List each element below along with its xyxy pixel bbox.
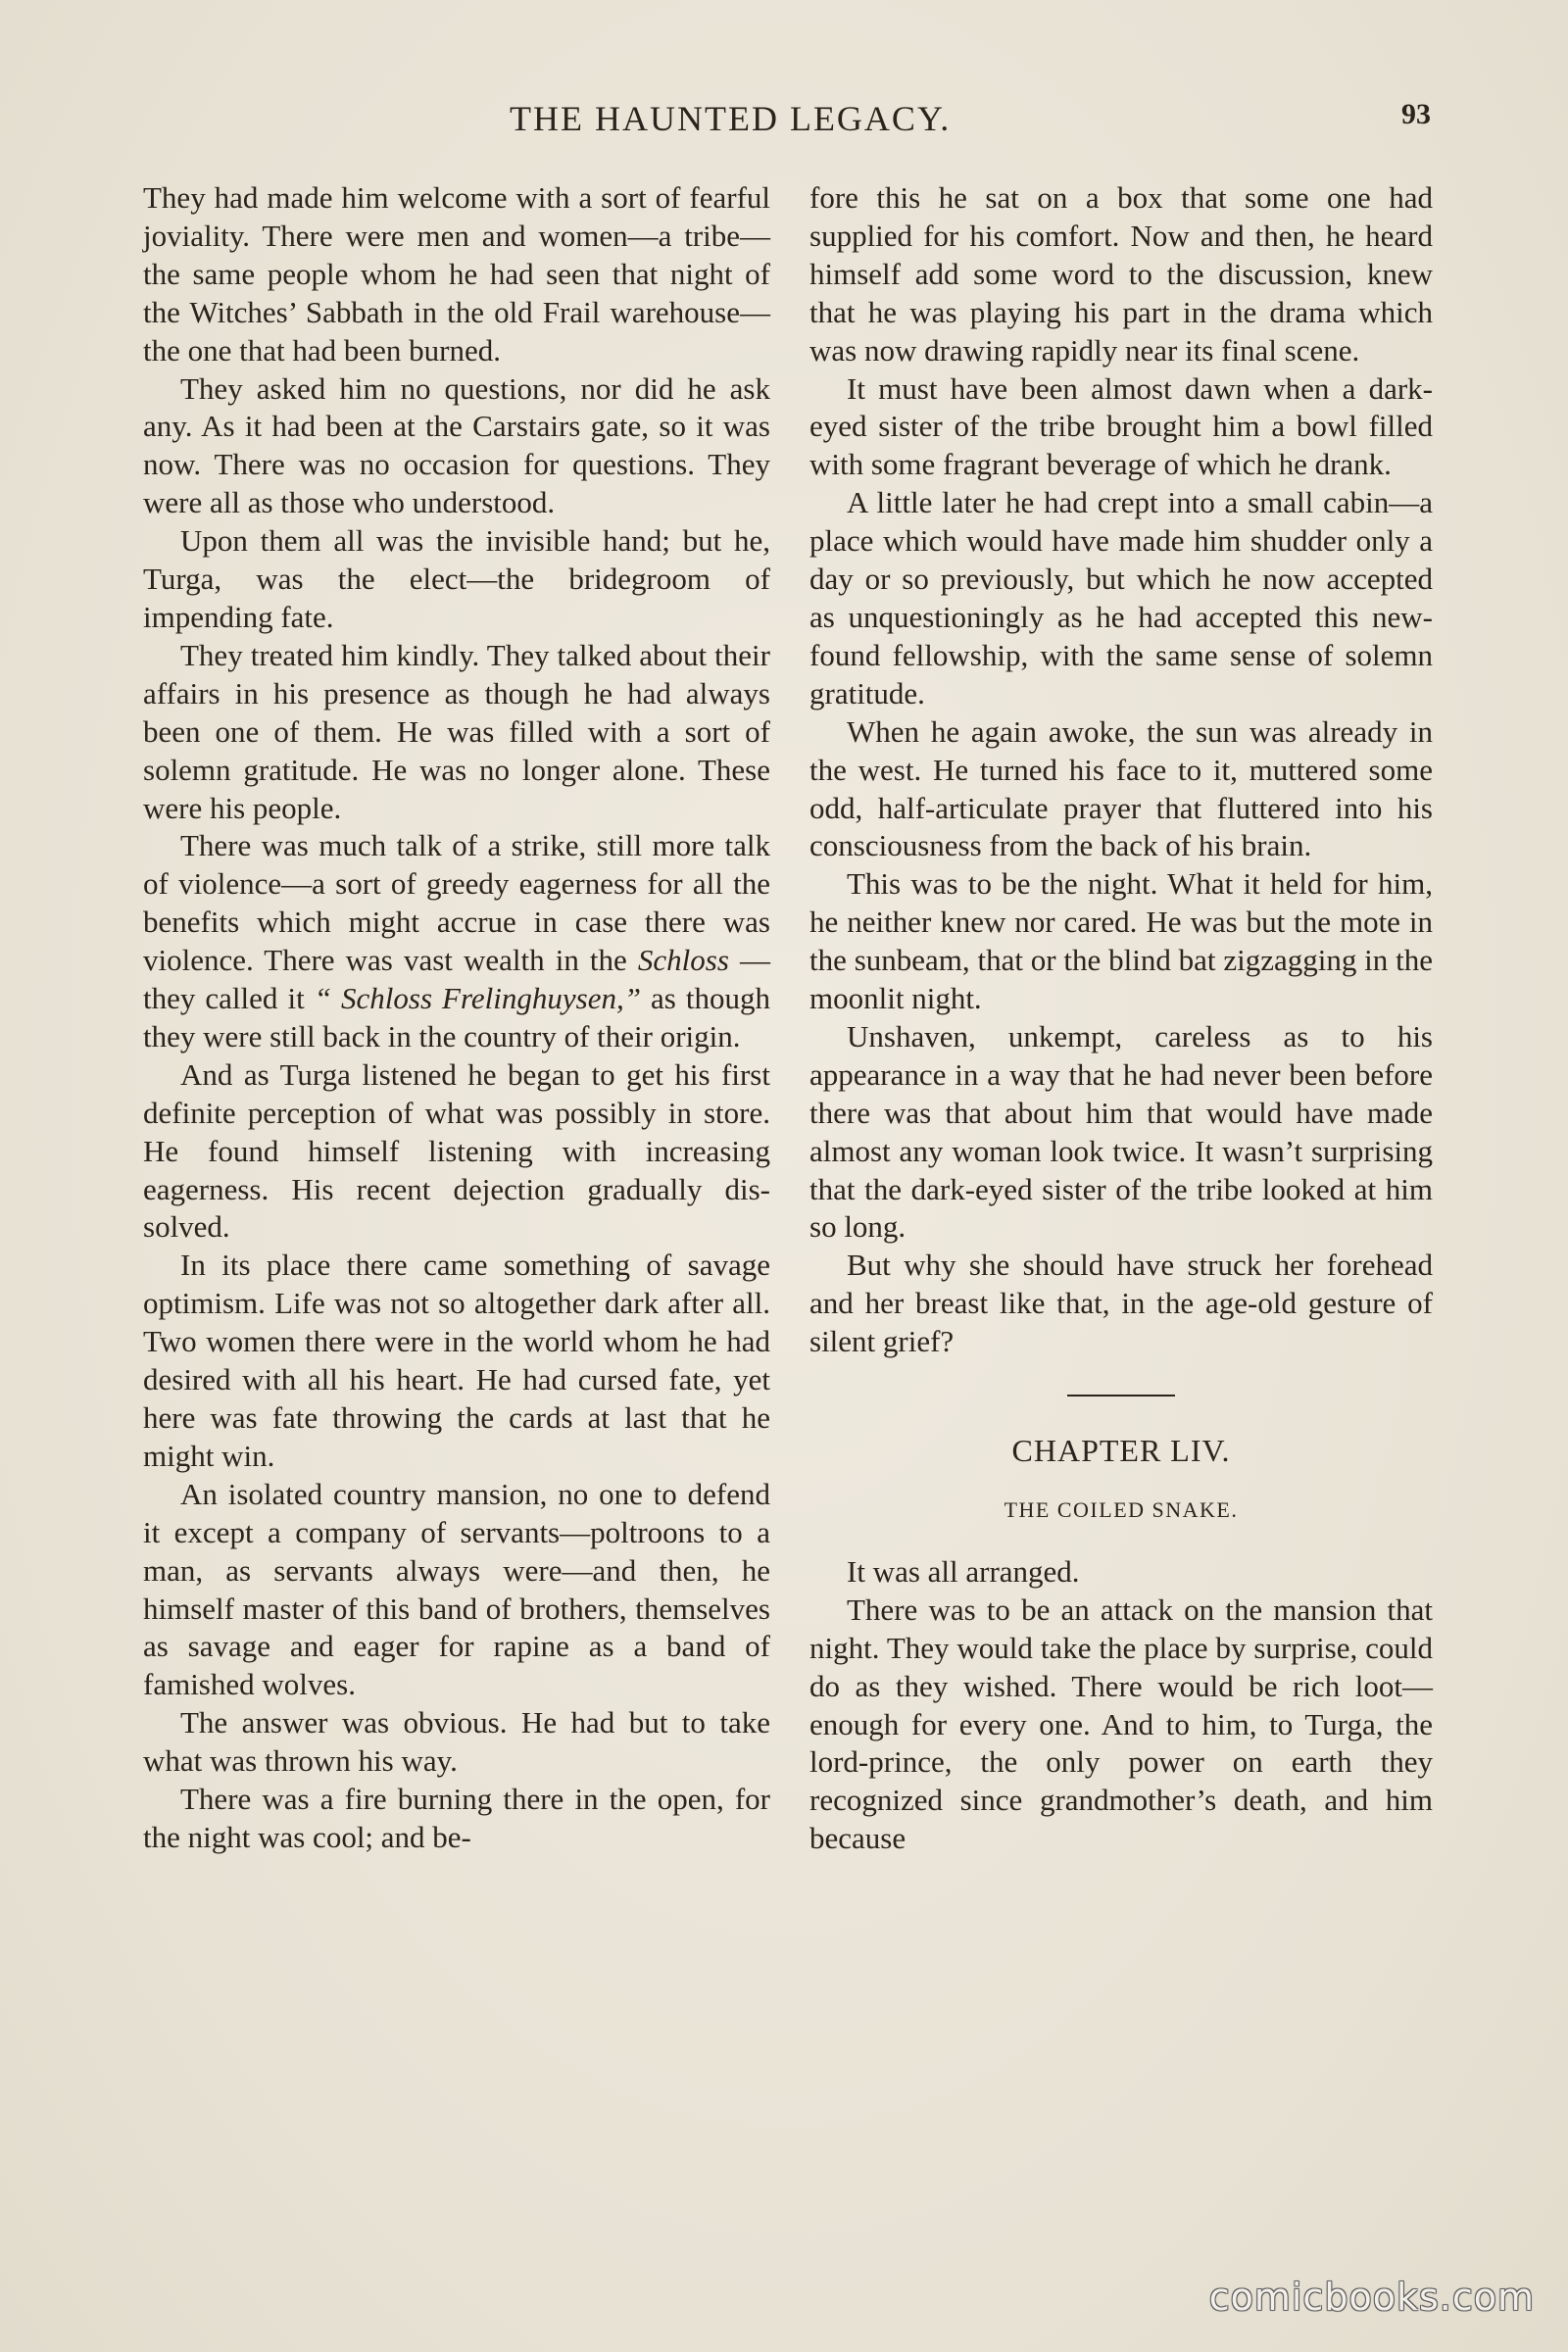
running-title: THE HAUNTED LEGACY. — [510, 99, 952, 138]
chapter-title: CHAPTER LIV. — [1011, 1433, 1231, 1469]
section-divider — [1067, 1395, 1175, 1396]
paragraph: There was a fire burning there in the open, for the night was cool; and be- — [143, 1782, 770, 1854]
italic-run: “ Schloss Frelinghuysen,” — [314, 981, 641, 1016]
text-run: There was much talk of a strike, still more talk of violence—a sort of greedy eagerness for all the benefits which might accrue in case there was violence. There was vast wealth in the — [143, 828, 770, 978]
running-head — [0, 98, 1568, 147]
chapter-subtitle: THE COILED SNAKE. — [1004, 1497, 1239, 1522]
paragraph: But why she should have struck her forehead and her breast like that, in the age-old gesture of silent grief? — [809, 1248, 1433, 1359]
paragraph: They treated him kindly. They talked about their affairs in his presence as though he had always been one of them. He was filled with a sort of solemn gratitude. He was no longer alone. These were his people. — [143, 637, 770, 825]
paragraph: When he again awoke, the sun was already in the west. He turned his face to it, muttered some odd, half-articulate prayer that fluttered into his consciousness from the back of his brain. — [809, 713, 1433, 863]
page-number: 93 — [1401, 98, 1431, 130]
paragraph: They asked him no questions, nor did he ask any. As it had been at the Carstairs gate, so it was now. There was no occasion for questions. They were all as those who understood. — [143, 370, 770, 520]
paragraph: There was to be an attack on the mansion that night. They would take the place by surprise, could do as they wished. There would be rich loot—enough for every one. And to him, to Turga, the lord-prince, the only power on earth they recognized since grandmother’s death, and him because — [809, 1592, 1433, 1856]
text-run: —they called it — [143, 943, 771, 1016]
chapter-opening: It was all arranged. — [847, 1553, 1080, 1589]
paragraph: They had made him welcome with a sort of fearful joviality. There were men and women—a tribe—the same people whom he had seen that night of the Witches’ Sabbath in the old Frail warehouse—the one that had been burned. — [143, 180, 770, 368]
paragraph: It must have been almost dawn when a dark-eyed sister of the tribe brought him a bowl filled with some fragrant beverage of which he drank. — [809, 370, 1433, 482]
right-column — [809, 179, 1433, 1858]
text-run: as though they were still back in the country of their origin. — [143, 981, 770, 1054]
paragraph-schloss — [143, 827, 770, 1055]
paragraph: Unshaven, unkempt, careless as to his appearance in a way that he had never been before there was that about him that would have made almost any woman look twice. It wasn’t surprising that the dark-eyed sister of the tribe looked at him so long. — [809, 1018, 1433, 1245]
italic-run: Schloss — [637, 943, 729, 978]
watermark-logo: comicbooks.com — [1208, 2276, 1535, 2319]
paragraph: The answer was obvious. He had but to take what was thrown his way. — [143, 1705, 770, 1779]
paragraph: An isolated country mansion, no one to defend it except a company of servants—poltroons to a man, as servants always were—and then, he himself master of this band of brothers, themselves as savage and eager for rapine as a band of famished wolves. — [143, 1476, 770, 1702]
paragraph: A little later he had crept into a small cabin—a place which would have made him shudder only a day or so previously, but which he now accepted as unquestioningly as he had accepted this new-found fellowship, with the same sense of solemn gratitude. — [809, 485, 1433, 710]
paragraph: Upon them all was the invisible hand; but he, Turga, was the elect—the bridegroom of impending fate. — [143, 523, 770, 634]
paragraph: fore this he sat on a box that some one had supplied for his comfort. Now and then, he heard himself add some word to the discussion, knew that he was playing his part in the drama which was now drawing rapidly near its final scene. — [809, 180, 1433, 368]
paragraph: In its place there came something of savage optimism. Life was not so altogether dark after all. Two women there were in the world whom he had desired with all his heart. He had cursed fate, yet here was fate throwing the cards at last that he might win. — [143, 1248, 770, 1473]
paragraph: And as Turga listened he began to get his first definite perception of what was possibly in store. He found himself listening with increasing eagerness. His recent dejection gradually dissolved. — [143, 1056, 770, 1245]
paragraph: This was to be the night. What it held for him, he neither knew nor cared. He was but the mote in the sunbeam, that or the blind bat zigzagging in the moonlit night. — [809, 866, 1433, 1016]
left-column — [143, 179, 770, 1857]
